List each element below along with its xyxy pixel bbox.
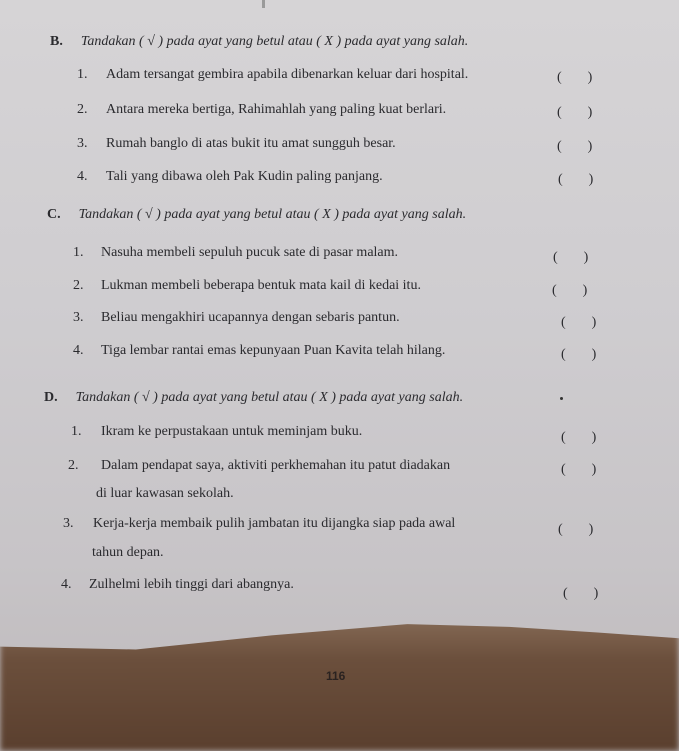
answer-box[interactable]: ( ) [552,283,588,298]
item-text: Tali yang dibawa oleh Pak Kudin paling panjang. [106,169,383,184]
answer-box[interactable]: ( ) [561,347,597,362]
section-letter: C. [47,207,61,222]
answer-box[interactable]: ( ) [561,462,597,477]
section-instruction: Tandakan ( √ ) pada ayat yang betul atau ( X ) pada ayat yang salah. [75,390,464,405]
item-number: 3. [63,516,74,531]
item-text: Rumah banglo di atas bukit itu amat sungguh besar. [106,136,396,151]
item-number: 4. [77,169,88,184]
page-number: 116 [326,669,346,683]
item-text: Ikram ke perpustakaan untuk meminjam buku. [101,424,363,439]
answer-box[interactable]: ( ) [557,70,593,85]
section-instruction: Tandakan ( √ ) pada ayat yang betul atau ( X ) pada ayat yang salah. [78,207,467,222]
item-number: 3. [77,136,88,151]
answer-box[interactable]: ( ) [561,430,597,445]
item-text: Tiga lembar rantai emas kepunyaan Puan Kavita telah hilang. [101,343,446,358]
answer-box[interactable]: ( ) [558,172,594,187]
section-letter: D. [44,390,58,405]
section-instruction: Tandakan ( √ ) pada ayat yang betul atau ( X ) pada ayat yang salah. [80,34,469,49]
item-text: Dalam pendapat saya, aktiviti perkhemahan itu patut diadakan [101,458,451,473]
answer-box[interactable]: ( ) [563,586,599,601]
section-c-header [47,207,466,223]
answer-box[interactable]: ( ) [557,105,593,120]
answer-box[interactable]: ( ) [558,522,594,537]
item-text: Adam tersangat gembira apabila dibenarkan keluar dari hospital. [106,67,469,82]
item-text-continued: di luar kawasan sekolah. [96,486,234,501]
item-text: Beliau mengakhiri ucapannya dengan sebaris pantun. [101,310,400,325]
item-number: 2. [73,278,84,293]
item-number: 3. [73,310,84,325]
item-text: Kerja-kerja membaik pulih jambatan itu dijangka siap pada awal [93,516,456,531]
item-number: 2. [77,102,88,117]
item-text: Zulhelmi lebih tinggi dari abangnya. [89,577,294,592]
item-number: 4. [61,577,72,592]
item-number: 2. [68,458,79,473]
section-b-header [50,34,468,50]
section-letter: B. [50,34,63,49]
ink-dot [560,397,563,400]
item-number: 4. [73,343,84,358]
item-number: 1. [73,245,84,260]
answer-box[interactable]: ( ) [557,139,593,154]
item-text-continued: tahun depan. [92,545,164,560]
section-d-header [44,390,463,406]
answer-box[interactable]: ( ) [561,315,597,330]
item-text: Nasuha membeli sepuluh pucuk sate di pasar malam. [101,245,399,260]
item-text: Lukman membeli beberapa bentuk mata kail di kedai itu. [101,278,421,293]
item-text: Antara mereka bertiga, Rahimahlah yang paling kuat berlari. [106,102,447,117]
item-number: 1. [77,67,88,82]
answer-box[interactable]: ( ) [553,250,589,265]
page-fold-mark [262,0,265,8]
item-number: 1. [71,424,82,439]
